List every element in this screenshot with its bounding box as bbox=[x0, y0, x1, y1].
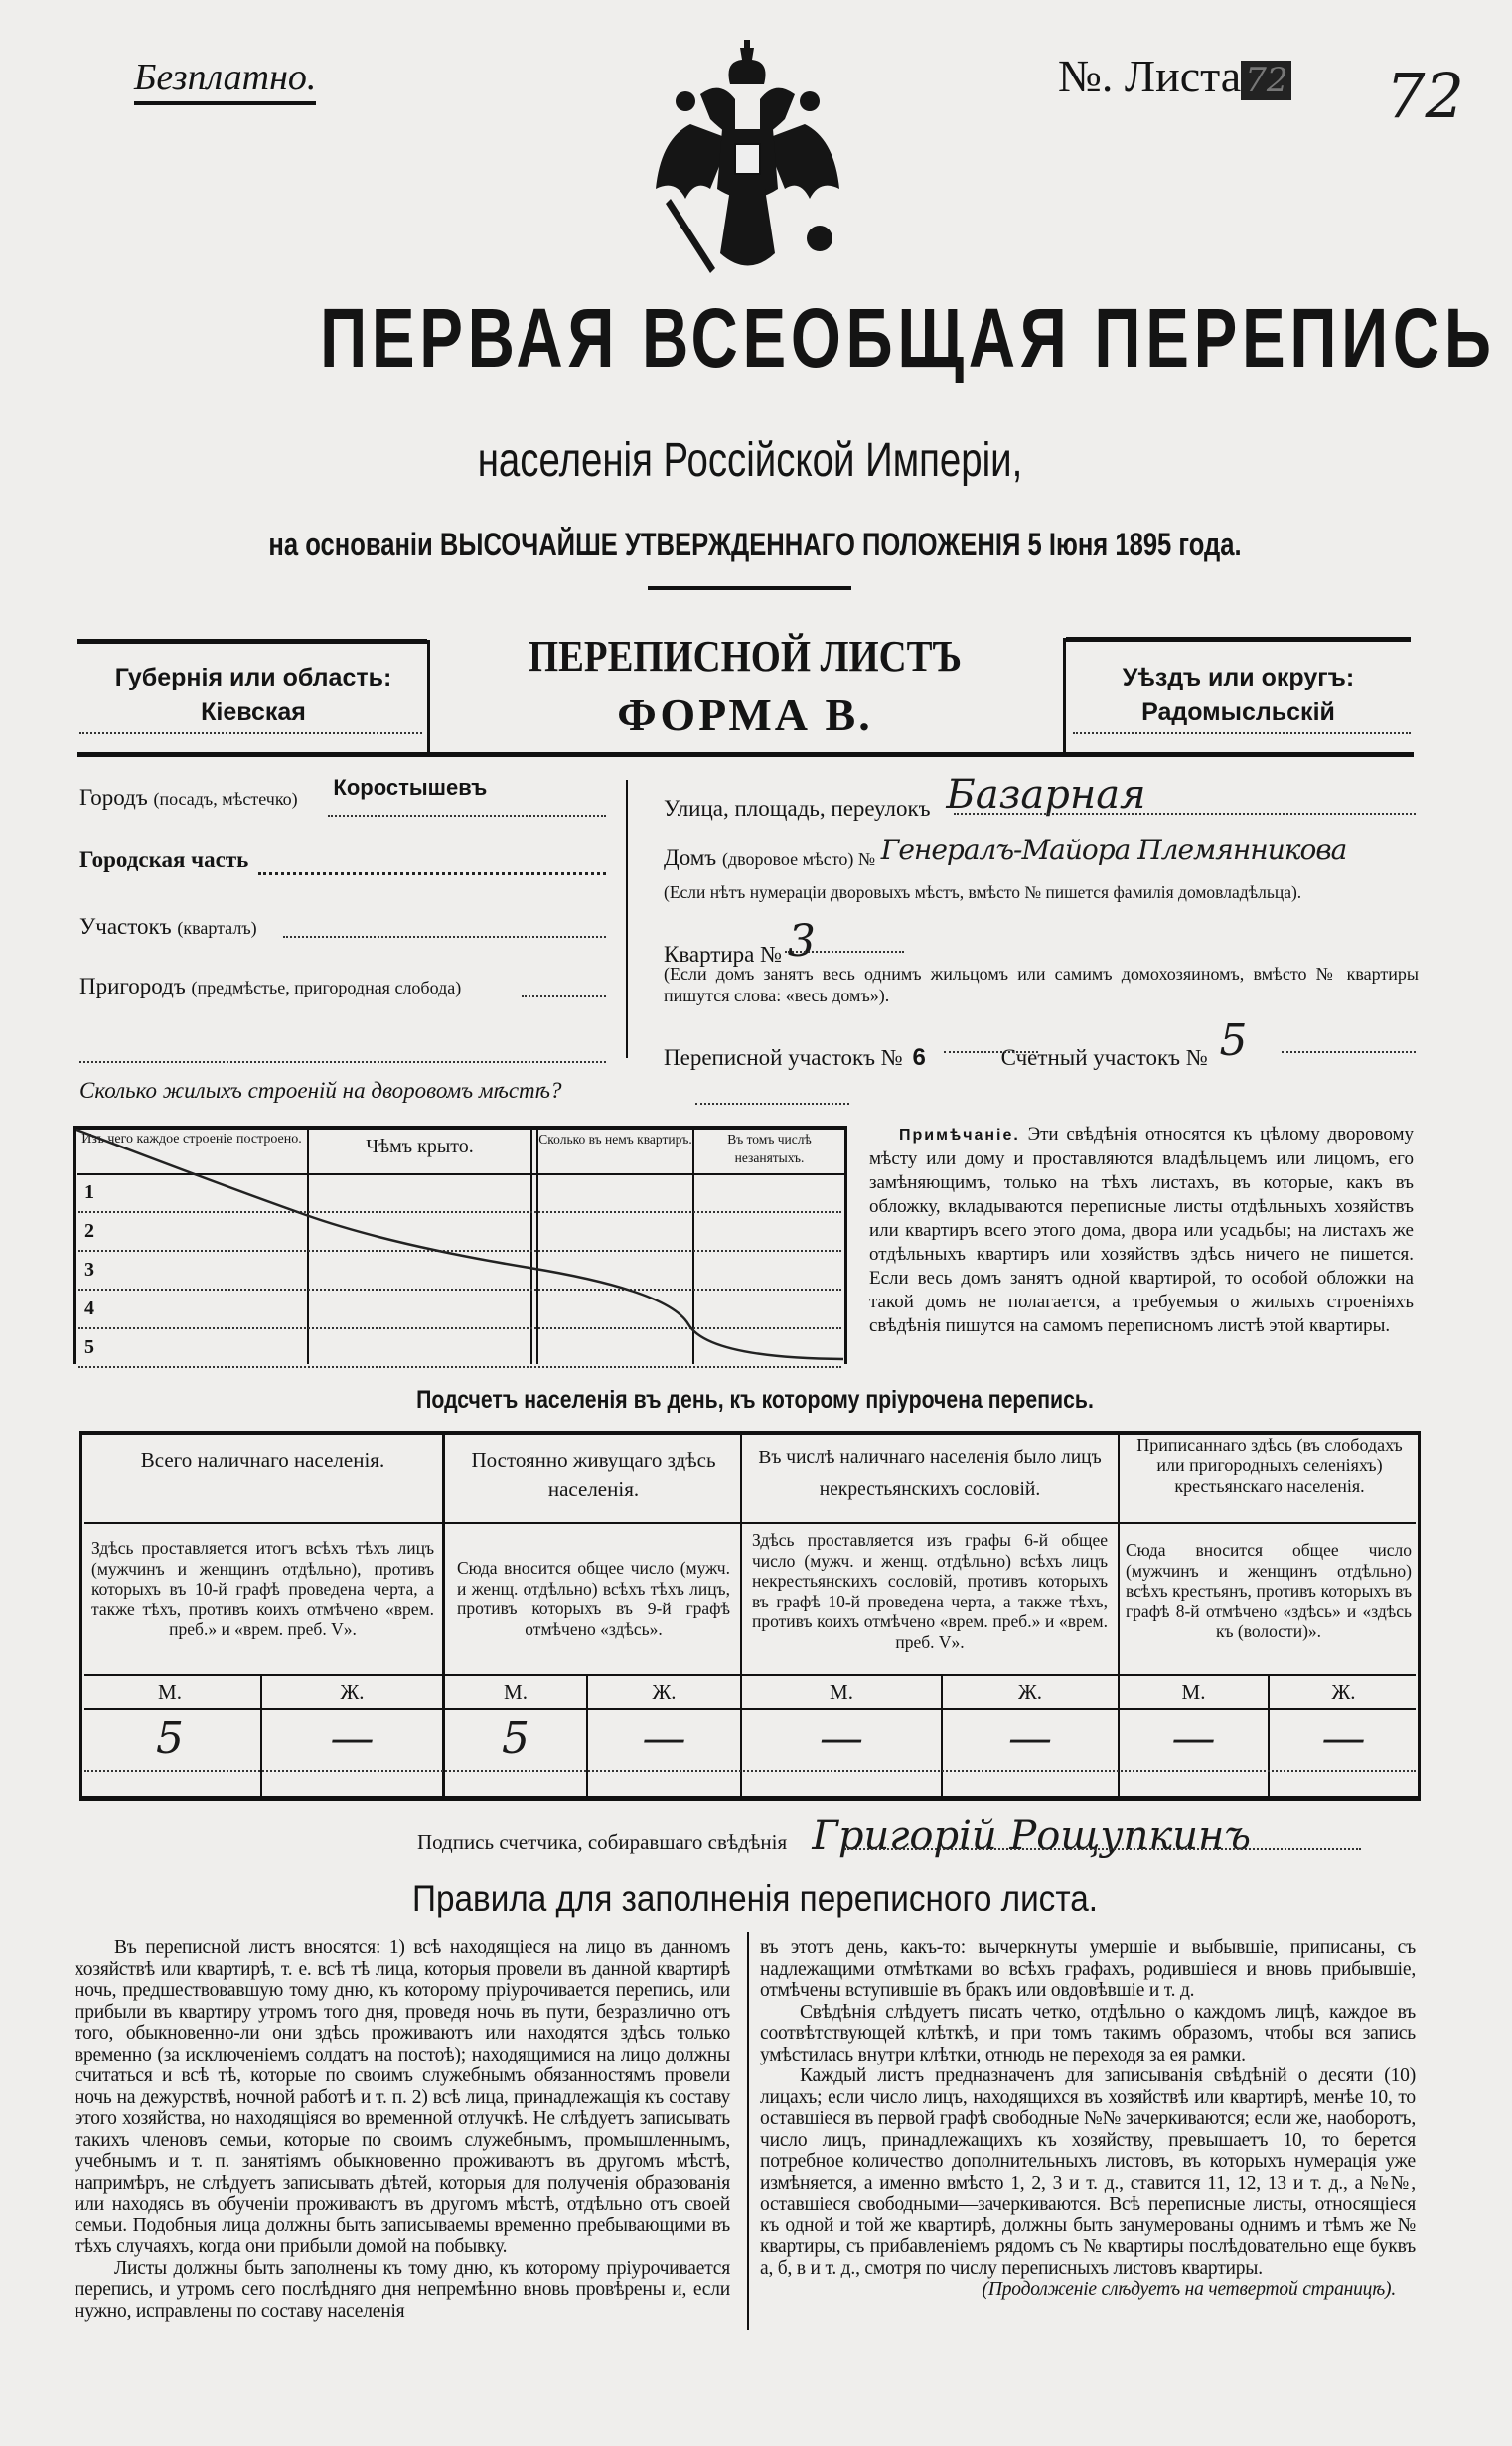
suburb-dotted-line[interactable] bbox=[522, 995, 606, 997]
buildings-header-vacant: Въ томъ числѣ незанятыхъ. bbox=[727, 1132, 812, 1165]
buildings-table bbox=[73, 1126, 847, 1369]
buildings-question-dotted-line[interactable] bbox=[695, 1103, 849, 1105]
section-field bbox=[79, 914, 257, 940]
apartment-value: 3 bbox=[787, 916, 816, 967]
count-col-title: Приписаннаго здѣсь (въ слободахъ или пригородныхъ селеніяхъ) крестьянскаго населенія. bbox=[1136, 1435, 1403, 1496]
count-district-label: Счетный участокъ № bbox=[1000, 1045, 1208, 1070]
buildings-header-material: Изъ чего каждое строеніе построено. bbox=[81, 1132, 302, 1147]
rules-continuation: (Продолженіе слѣдуетъ на четвертой страницѣ). bbox=[982, 2279, 1396, 2300]
header-top-rule-right bbox=[1066, 637, 1411, 642]
apartment-dotted-line bbox=[785, 951, 904, 953]
suburb-label: Пригородъ bbox=[79, 974, 186, 998]
rules-paragraph: Свѣдѣнія слѣдуетъ писать четко, отдѣльно о каждомъ лицѣ, каждое въ соотвѣтствующей клѣткѣ, и при томъ такимъ образомъ, чтобы вся запись умѣстилась внутри клѣтки, отнюдь не переходя за ея рамки. bbox=[760, 2001, 1416, 2065]
apartment-label: Квартира № bbox=[664, 942, 783, 967]
permanent-female-value[interactable]: — bbox=[642, 1713, 686, 1763]
rules-paragraph: Листы должны быть заполнены къ тому дню, къ которому пріурочивается перепись, и утромъ сего послѣдняго дня непремѣнно вновь провѣрены и, если нужно, исправлены по составу населенія bbox=[75, 2257, 730, 2322]
row-number: 5 bbox=[84, 1336, 94, 1358]
sheet-number-margin: 72 bbox=[1386, 60, 1464, 132]
street-field[interactable] bbox=[664, 772, 1419, 826]
apartment-note: (Если домъ занятъ весь однимъ жильцомъ или самимъ домохозяиномъ, вмѣсто № квартиры пишутся слова: «весь домъ»). bbox=[664, 964, 1419, 1005]
row-number: 3 bbox=[84, 1259, 94, 1281]
city-field[interactable] bbox=[79, 775, 616, 811]
free-label: Безплатно. bbox=[134, 56, 316, 105]
buildings-header-apartments: Сколько въ немъ квартиръ. bbox=[538, 1132, 692, 1147]
double-headed-eagle-emblem bbox=[641, 40, 854, 283]
main-title: ПЕРВАЯ ВСЕОБЩАЯ ПЕРЕПИСЬ bbox=[320, 291, 1496, 384]
house-field[interactable] bbox=[664, 834, 1419, 872]
note-label: Примѣчаніе. bbox=[899, 1127, 1020, 1144]
subtitle: населенія Россійской Имперіи, bbox=[477, 434, 1023, 487]
header-bottom-rule bbox=[77, 752, 1414, 757]
form-name: ФОРМА В. bbox=[617, 689, 873, 740]
header-top-rule-left bbox=[77, 639, 427, 644]
male-header: М. bbox=[830, 1680, 853, 1704]
count-col-desc: Сюда вносится общее число (мужчинъ и женщинъ отдѣльно) всѣхъ крестьянъ, противъ которыхъ въ графѣ 8-й отмѣчено «здѣсь» и «здѣсь къ (волости)». bbox=[1126, 1540, 1412, 1641]
count-table bbox=[79, 1431, 1421, 1803]
house-note: (Если нѣтъ нумераціи дворовыхъ мѣстъ, вмѣсто № пишется фамилія домовладѣльца). bbox=[664, 882, 1302, 902]
city-hint: (посадъ, мѣстечко) bbox=[153, 789, 298, 809]
peasant-male-value[interactable]: — bbox=[1171, 1713, 1216, 1763]
rules-left-column bbox=[75, 1937, 730, 2322]
signature-dotted-line bbox=[844, 1848, 1361, 1850]
census-district-dotted-line bbox=[944, 1051, 1038, 1053]
district-label: Уѣздъ или округъ: bbox=[1122, 664, 1355, 691]
desc-rule bbox=[84, 1674, 1416, 1676]
present-female-value[interactable]: — bbox=[330, 1713, 375, 1763]
rules-paragraph: въ этотъ день, какъ-то: вычеркнуты умершіе и выбывшіе, приписаны, съ надлежащими отмѣтками во всѣхъ графахъ, родившіеся и вновь прибывшіе, отмѣчены вступившіе въ бракъ или овдовѣвшіе и т. д. bbox=[760, 1937, 1416, 2001]
city-dotted-line bbox=[328, 815, 606, 817]
title-rule bbox=[84, 1522, 1416, 1524]
sheet-number-label: №. Листа bbox=[1058, 51, 1242, 101]
header-divider-right bbox=[1063, 638, 1066, 757]
province-value: Кіевская bbox=[201, 698, 306, 726]
count-col-title: Въ числѣ наличнаго населенія было лицъ некрестьянскихъ сословій. bbox=[758, 1448, 1102, 1500]
section-hint: (кварталъ) bbox=[177, 918, 257, 938]
count-col-title: Постоянно живущаго здѣсь населенія. bbox=[471, 1449, 716, 1501]
house-label: Домъ bbox=[664, 845, 717, 870]
province-dotted-line bbox=[79, 732, 422, 734]
count-district-dotted-line bbox=[1282, 1051, 1416, 1053]
sheet-title: ПЕРЕПИСНОЙ ЛИСТЪ bbox=[528, 632, 963, 681]
district-value: Радомысльскій bbox=[1141, 698, 1335, 726]
suburb-hint: (предмѣстье, пригородная слобода) bbox=[191, 978, 462, 997]
non-peasant-male-value[interactable]: — bbox=[820, 1713, 863, 1763]
house-value: Генералъ-Майора Племянникова bbox=[880, 834, 1347, 866]
rules-paragraph: Въ переписной листъ вносятся: 1) всѣ находящіеся на лицо въ данномъ хозяйствѣ или квартирѣ, т. е. всѣ тѣ лица, которыя провели въ данной квартирѣ ночь, предшествовавшую тому дню, къ которому пріурочивается перепись, или прибыли въ квартиру утромъ того дня, проведя ночь въ пути, безразлично отъ того, обыкновенно-ли они здѣсь проживаютъ или находятся здѣсь только временно (за исключеніемъ солдатъ на постоѣ); находящимися на лицо должны считаться и всѣ тѣ, которые по своимъ служебнымъ обязанностямъ провели ночь на дежурствѣ, ночной работѣ и т. п. 2) всѣ лица, принадлежащія къ составу этого хозяйства, но находящіяся во временной отлучкѣ. Не слѣдуетъ записывать такихъ членовъ семьи, которые по своимъ служебнымъ, промышленнымъ, учебнымъ и т. п. занятіямъ обыкновенно проживаютъ въ другомъ мѣстѣ, напримѣръ, не слѣдуетъ записывать дѣтей, которыя для полученія образованія или находясь въ обученіи проживаютъ въ другомъ мѣстѣ, отдѣльно отъ своей семьи. Подобныя лица должны быть записываемы временно пребывающими въ тѣхъ случаяхъ, когда они прибыли домой на побывку. bbox=[75, 1937, 730, 2257]
count-col-title: Всего наличнаго населенія. bbox=[140, 1449, 385, 1472]
permanent-male-value[interactable]: 5 bbox=[502, 1713, 529, 1763]
male-header: М. bbox=[504, 1680, 528, 1704]
rules-right-column bbox=[760, 1937, 1416, 2301]
census-district-value: 6 bbox=[912, 1044, 926, 1071]
enumerator-signature-field[interactable] bbox=[417, 1813, 1251, 1859]
house-hint: (дворовое мѣсто) № bbox=[721, 849, 876, 869]
buildings-note bbox=[869, 1123, 1414, 1338]
table-bottom-rule bbox=[79, 1796, 1421, 1801]
female-header: Ж. bbox=[1017, 1680, 1043, 1704]
section-dotted-line[interactable] bbox=[283, 936, 606, 938]
street-value: Базарная bbox=[946, 772, 1146, 818]
count-col-desc: Сюда вносится общее число (мужч. и женщ. отдѣльно) всѣхъ тѣхъ лицъ, противъ которыхъ въ 9-й графѣ отмѣчено «здѣсь». bbox=[457, 1558, 730, 1639]
buildings-question: Сколько жилыхъ строеній на дворовомъ мѣстѣ? bbox=[79, 1078, 562, 1103]
suburb-extra-dotted-line[interactable] bbox=[79, 1061, 606, 1063]
peasant-female-value[interactable]: — bbox=[1321, 1713, 1366, 1763]
count-col-desc: Здѣсь проставляется итогъ всѣхъ тѣхъ лицъ (мужчинъ и женщинъ отдѣльно), противъ которыхъ въ 10-й графѣ проведена черта, а также тѣхъ, противъ коихъ отмѣчено «врем. преб.» и «врем. преб. V». bbox=[91, 1538, 434, 1639]
male-header: М. bbox=[158, 1680, 182, 1704]
mf-header-rule bbox=[84, 1708, 1416, 1710]
table-right-rule bbox=[1418, 1431, 1421, 1800]
female-header: Ж. bbox=[1331, 1680, 1356, 1704]
signature-value: Григорій Рощупкинъ bbox=[812, 1813, 1252, 1859]
non-peasant-female-value[interactable]: — bbox=[1008, 1713, 1052, 1763]
signature-label: Подпись счетчика, собиравшаго свѣдѣнія bbox=[417, 1830, 788, 1854]
sheet-number-crossed: 72 bbox=[1241, 61, 1291, 100]
count-district-value: 5 bbox=[1219, 1015, 1248, 1066]
strike-through-line bbox=[73, 1126, 847, 1369]
note-text: Эти свѣдѣнія относятся къ цѣлому дворовому мѣсту или дому и проставляются владѣльцемъ или лицомъ, его замѣняющимъ, только на тѣхъ листахъ, въ которые, какъ въ обложку, вкладываются переписные листы отдѣльныхъ хозяйствъ или квартиръ всего этого дома, двора или усадьбы; на листахъ же отдѣльныхъ квартиръ или хозяйствъ здѣсь ничего не пишется. Если весь домъ занятъ одной квартирой, то особой обложки на такой домъ не полагается, а требуемыя о жилыхъ строеніяхъ свѣдѣнія пишутся на самомъ переписномъ листѣ этой квартиры. bbox=[869, 1124, 1414, 1336]
suburb-field bbox=[79, 974, 461, 999]
province-label: Губернія или область: bbox=[114, 664, 392, 691]
location-divider bbox=[626, 780, 628, 1058]
row-number: 4 bbox=[84, 1298, 94, 1319]
male-header: М. bbox=[1181, 1680, 1206, 1704]
title-divider bbox=[648, 586, 851, 590]
city-part-dotted-line[interactable] bbox=[258, 872, 606, 875]
row-number: 1 bbox=[84, 1181, 94, 1203]
row-number: 2 bbox=[84, 1220, 94, 1242]
street-label: Улица, площадь, переулокъ bbox=[664, 796, 931, 821]
city-label: Городъ bbox=[79, 785, 148, 810]
street-dotted-line bbox=[954, 813, 1416, 815]
count-col-desc: Здѣсь проставляется изъ графы 6-й общее число (мужч. и женщ. отдѣльно) всѣхъ лицъ некрестьянскихъ сословій, противъ которыхъ въ графѣ 10-й проведена черта, а также тѣхъ, противъ коихъ отмѣчено «врем. преб.» и «врем. преб. V». bbox=[752, 1530, 1108, 1652]
female-header: Ж. bbox=[652, 1680, 677, 1704]
census-district-label: Переписной участокъ № bbox=[664, 1045, 903, 1070]
rules-paragraph: Каждый листъ предназначенъ для записыванія свѣдѣній о десяти (10) лицахъ; если число лицъ, находящихся въ хозяйствѣ или квартирѣ, менѣе 10, то оставшіеся въ первой графѣ свободные №№ зачеркиваются; если же, наоборотъ, число лицъ, принадлежащихъ къ хозяйству, превышаетъ 10, то берется потребное количество дополнительныхъ листовъ, въ которыхъ нумерація уже измѣняется, а именно вмѣсто 1, 2, 3 и т. д., ставится 11, 12, 13 и т. д., а №№, оставшіеся свободными—зачеркиваются. Всѣ переписные листы, относящіеся къ одной и той же квартирѣ, должны быть занумерованы однимъ и тѣмъ же № квартиры, съ прибавленіемъ рядомъ съ № квартиры послѣдовательно еще буквъ а, б, в и т. д., смотря по числу переписныхъ листовъ квартиры. bbox=[760, 2065, 1416, 2279]
female-header: Ж. bbox=[340, 1680, 365, 1704]
value-dotted-line bbox=[84, 1770, 1416, 1772]
legal-basis: на основаніи ВЫСОЧАЙШЕ УТВЕРЖДЕННАГО ПОЛОЖЕНІЯ 5 Іюня 1895 года. bbox=[268, 527, 1242, 562]
rules-column-divider bbox=[747, 1932, 749, 2330]
rules-title: Правила для заполненія переписного листа. bbox=[412, 1878, 1098, 1918]
sheet-number bbox=[1058, 50, 1291, 102]
count-heading: Подсчетъ населенія въ день, къ которому пріурочена перепись. bbox=[416, 1386, 1094, 1414]
city-value: Коростышевъ bbox=[333, 775, 488, 800]
city-part-label: Городская часть bbox=[79, 847, 249, 872]
present-male-value[interactable]: 5 bbox=[156, 1713, 184, 1763]
district-dotted-line bbox=[1073, 732, 1411, 734]
section-label: Участокъ bbox=[79, 914, 172, 939]
buildings-header-roof: Чѣмъ крыто. bbox=[366, 1136, 474, 1157]
